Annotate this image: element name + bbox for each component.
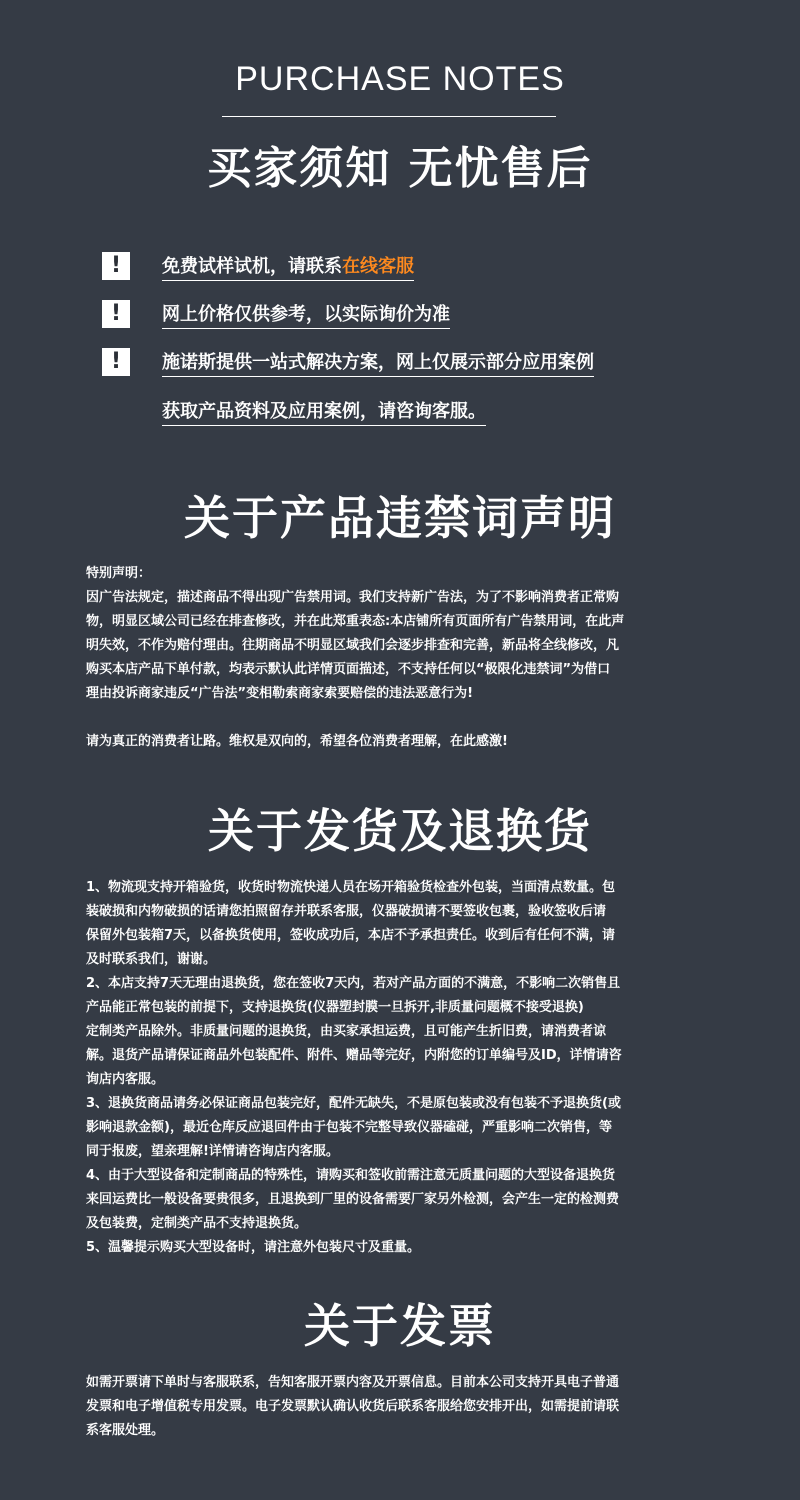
policy-line: 产品能正常包装的前提下，支持退换货(仪器塑封膜一旦拆开,非质量问题概不接受退换) [86,1000,584,1015]
policy-line: 2、本店支持7天无理由退换货，您在签收7天内，若对产品方面的不满意，不影响二次销售且 [86,976,621,991]
section-title-prohibited: 关于产品违禁词声明 [184,491,616,545]
title-divider [222,116,556,117]
notice-item [102,299,450,329]
notice-text: 免费试样试机，请联系 [162,255,342,277]
policy-line: 定制类产品除外。非质量问题的退换货，由买家承担运费，且可能产生折旧费，请消费者谅 [86,1024,607,1039]
exclamation-icon: ! [102,252,130,280]
invoice-line: 发票和电子增值税专用发票。电子发票默认确认收货后联系客服给您安排开出，如需提前请联 [86,1399,620,1414]
policy-line: 来回运费比一般设备要贵很多，且退换到厂里的设备需要厂家另外检测，会产生一定的检测费 [86,1192,620,1207]
section-title-invoice: 关于发票 [304,1299,496,1353]
notice-item [102,396,486,426]
statement-line: 理由投诉商家违反“广告法”变相勒索商家索要赔偿的违法恶意行为! [86,686,474,701]
prohibited-statement [86,562,718,706]
page-title: 买家须知 无忧售后 [207,143,593,194]
invoice-policy [86,1371,718,1443]
policy-line: 3、退换货商品请务必保证商品包装完好，配件无缺失，不是原包装或没有包装不予退换货(或 [86,1096,621,1111]
policy-line: 5、温馨提示购买大型设备时，请注意外包装尺寸及重量。 [86,1240,421,1255]
online-service-link[interactable]: 在线客服 [342,255,414,277]
policy-line: 询店内客服。 [86,1072,165,1087]
shipping-policy [86,876,718,1260]
notice-text: 获取产品资料及应用案例，请咨询客服。 [162,397,486,426]
exclamation-icon: ! [102,300,130,328]
statement-closing: 请为真正的消费者让路。维权是双向的，希望各位消费者理解，在此感激! [86,734,508,749]
statement-line: 明失效，不作为赔付理由。往期商品不明显区域我们会逐步排查和完善，新品将全线修改，凡 [86,638,620,653]
notice-text: 网上价格仅供参考，以实际询价为准 [162,300,450,329]
policy-line: 1、物流现支持开箱验货，收货时物流快递人员在场开箱验货检查外包装，当面清点数量。包 [86,880,616,895]
english-title: PURCHASE NOTES [235,60,565,98]
exclamation-icon: ! [102,348,130,376]
policy-line: 同于报废，望亲理解!详情请咨询店内客服。 [86,1144,339,1159]
policy-line: 及包装费，定制类产品不支持退换货。 [86,1216,308,1231]
policy-line: 及时联系我们，谢谢。 [86,952,217,967]
statement-label: 特别声明： [86,566,152,581]
policy-line: 解。退货产品请保证商品外包装配件、附件、赠品等完好，内附您的订单编号及ID，详情请咨 [86,1048,622,1063]
statement-line: 购买本店产品下单付款，均表示默认此详情页面描述，不支持任何以“极限化违禁词”为借口 [86,662,611,677]
notice-item [102,347,594,377]
policy-line: 4、由于大型设备和定制商品的特殊性，请购买和签收前需注意无质量问题的大型设备退换货 [86,1168,616,1183]
statement-line: 因广告法规定，描述商品不得出现广告禁用词。我们支持新广告法，为了不影响消费者正常购 [86,590,620,605]
policy-line: 装破损和内物破损的话请您拍照留存并联系客服，仪器破损请不要签收包裹，验收签收后请 [86,904,607,919]
policy-line: 影响退款金额)，最近仓库反应退回件由于包装不完整导致仪器磕碰，严重影响二次销售，等 [86,1120,612,1135]
statement-line: 物，明显区域公司已经在排查修改，并在此郑重表态:本店铺所有页面所有广告禁用词，在此声 [86,614,625,629]
policy-line: 保留外包装箱7天，以备换货使用，签收成功后，本店不予承担责任。收到后有任何不满，请 [86,928,616,943]
notice-text: 施诺斯提供一站式解决方案，网上仅展示部分应用案例 [162,348,594,377]
section-title-shipping: 关于发货及退换货 [208,804,592,858]
notice-item [102,251,414,281]
invoice-line: 系客服处理。 [86,1423,165,1438]
invoice-line: 如需开票请下单时与客服联系，告知客服开票内容及开票信息。目前本公司支持开具电子普通 [86,1375,620,1390]
